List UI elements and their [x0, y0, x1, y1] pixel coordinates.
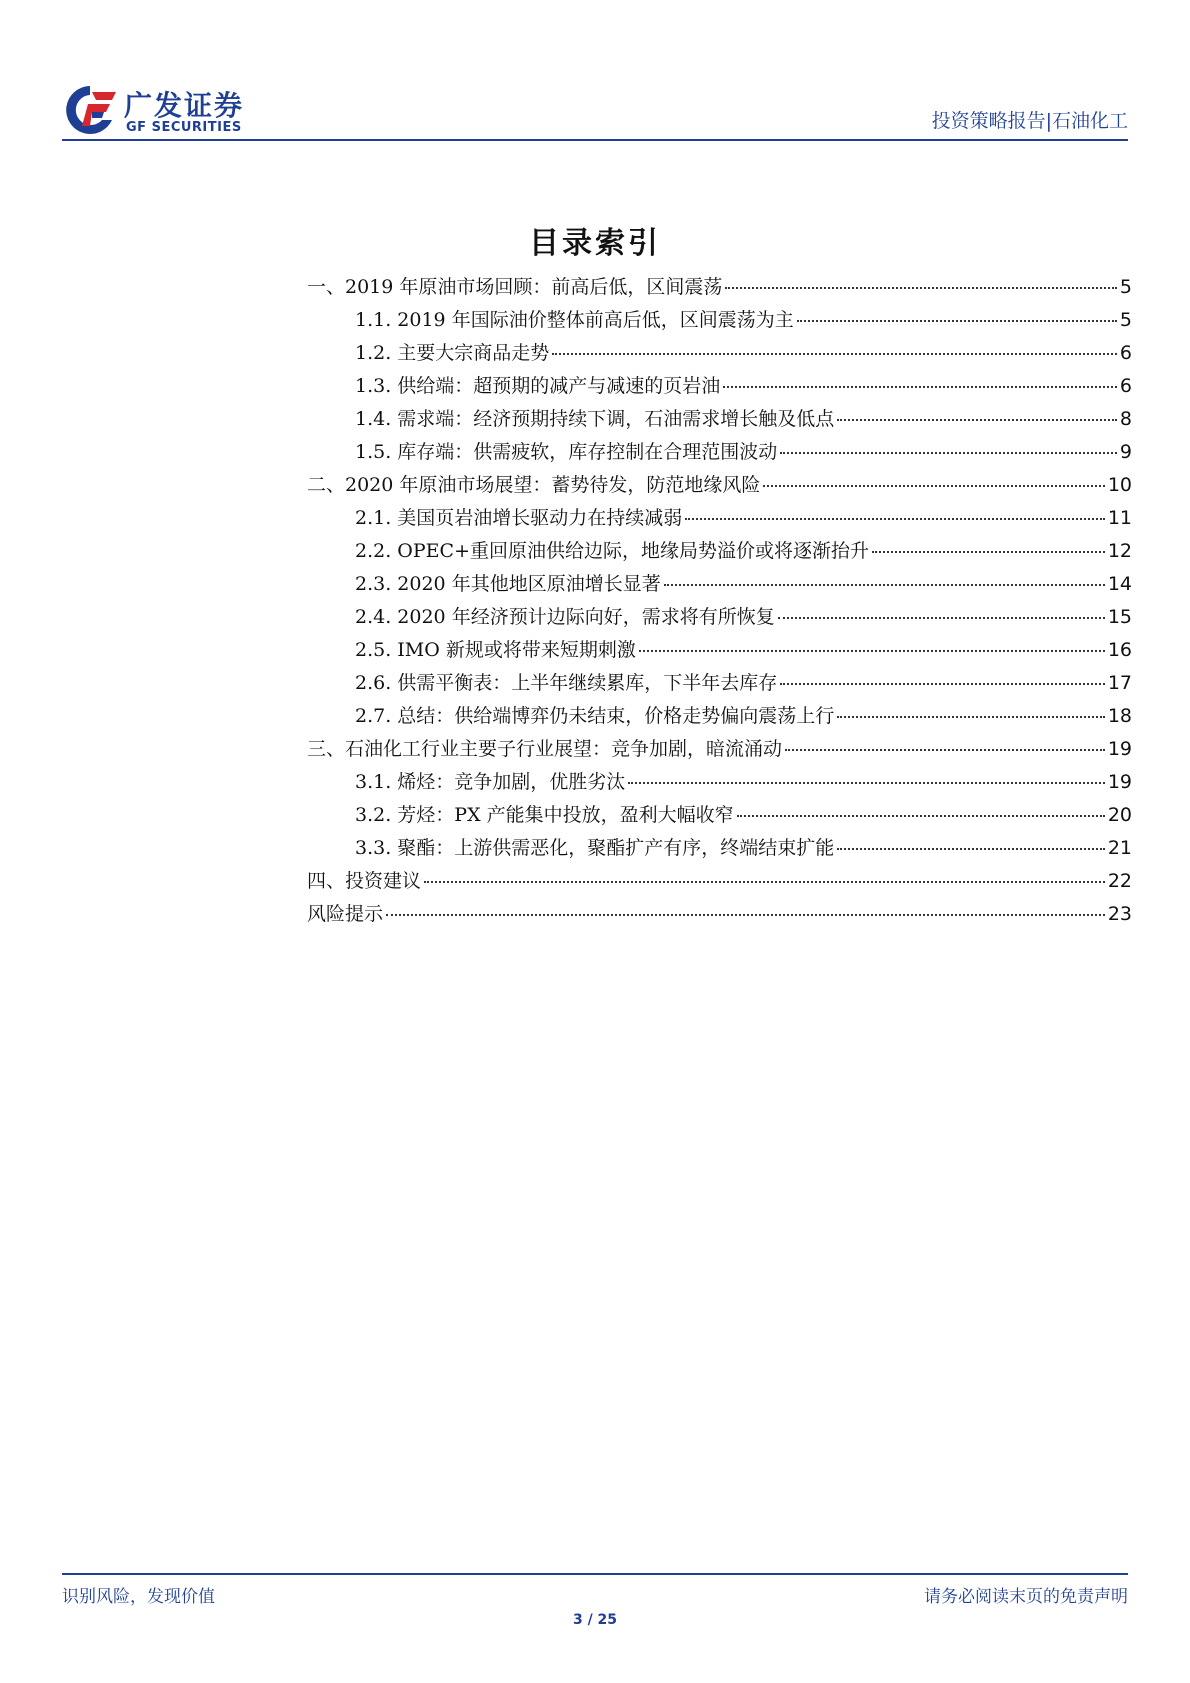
toc-entry-page: 23 [1107, 903, 1132, 925]
gf-securities-logo [62, 78, 262, 140]
toc-entry-page: 6 [1119, 342, 1132, 364]
toc-entry-text: 2.3. 2020 年其他地区原油增长显著 [355, 573, 661, 595]
toc-entry-text: 四、投资建议 [307, 870, 422, 892]
toc-entry-text: 3.2. 芳烃：PX 产能集中投放，盈利大幅收窄 [355, 804, 734, 826]
toc-entry-text: 2.6. 供需平衡表：上半年继续累库，下半年去库存 [355, 672, 778, 694]
toc-entry-page: 5 [1119, 309, 1132, 331]
toc-entry-text: 3.1. 烯烃：竞争加剧，优胜劣汰 [355, 771, 626, 793]
toc-dot-leader [837, 716, 1105, 718]
footer-slogan: 识别风险，发现价值 [62, 1587, 215, 1607]
toc-entry-text: 风险提示 [307, 903, 384, 925]
toc-entry-text: 2.5. IMO 新规或将带来短期刺激 [355, 639, 636, 661]
toc-entry[interactable] [307, 602, 1132, 635]
toc-dot-leader [797, 320, 1117, 322]
toc-entry-page: 11 [1107, 507, 1132, 529]
toc-dot-leader [837, 848, 1105, 850]
toc-entry-page: 16 [1107, 639, 1132, 661]
toc-entry-page: 18 [1107, 705, 1132, 727]
footer-divider [62, 1573, 1128, 1575]
toc-entry-text: 2.4. 2020 年经济预计边际向好，需求将有所恢复 [355, 606, 775, 628]
toc-dot-leader [780, 452, 1117, 454]
toc-entry-page: 6 [1119, 375, 1132, 397]
toc-entry[interactable] [307, 866, 1132, 899]
toc-entry[interactable] [307, 668, 1132, 701]
toc-title: 目录索引 [529, 226, 661, 261]
toc-entry-page: 14 [1107, 573, 1132, 595]
toc-dot-leader [837, 419, 1117, 421]
toc-entry-page: 15 [1107, 606, 1132, 628]
toc-entry-text: 2.1. 美国页岩油增长驱动力在持续减弱 [355, 507, 683, 529]
header-divider [62, 139, 1128, 141]
toc-dot-leader [725, 287, 1117, 289]
toc-entry-page: 17 [1107, 672, 1132, 694]
toc-entry-page: 22 [1107, 870, 1132, 892]
toc-entry[interactable] [307, 899, 1132, 932]
toc-dot-leader [723, 386, 1117, 388]
toc-entry-text: 2.7. 总结：供给端博弈仍未结束，价格走势偏向震荡上行 [355, 705, 835, 727]
toc-entry[interactable] [307, 635, 1132, 668]
table-of-contents [307, 272, 1132, 932]
toc-entry[interactable] [307, 404, 1132, 437]
toc-entry-page: 10 [1107, 474, 1132, 496]
page-header [62, 78, 1128, 140]
toc-entry-page: 21 [1107, 837, 1132, 859]
toc-entry-text: 1.1. 2019 年国际油价整体前高后低，区间震荡为主 [355, 309, 794, 331]
toc-dot-leader [424, 881, 1105, 883]
toc-entry-text: 1.4. 需求端：经济预期持续下调，石油需求增长触及低点 [355, 408, 835, 430]
toc-entry-page: 8 [1119, 408, 1132, 430]
toc-entry[interactable] [307, 305, 1132, 338]
toc-dot-leader [628, 782, 1105, 784]
toc-dot-leader [872, 551, 1105, 553]
page-number: 3 / 25 [572, 1612, 618, 1628]
toc-entry-page: 20 [1107, 804, 1132, 826]
toc-dot-leader [639, 650, 1105, 652]
toc-entry-page: 19 [1107, 771, 1132, 793]
toc-entry-text: 1.5. 库存端：供需疲软，库存控制在合理范围波动 [355, 441, 778, 463]
toc-dot-leader [552, 353, 1117, 355]
toc-dot-leader [763, 485, 1104, 487]
toc-entry[interactable] [307, 503, 1132, 536]
toc-entry-text: 1.3. 供给端：超预期的减产与减速的页岩油 [355, 375, 721, 397]
toc-dot-leader [737, 815, 1105, 817]
toc-dot-leader [780, 683, 1105, 685]
toc-entry[interactable] [307, 437, 1132, 470]
toc-entry[interactable] [307, 734, 1132, 767]
toc-entry[interactable] [307, 272, 1132, 305]
report-type-label: 投资策略报告|石油化工 [931, 110, 1128, 132]
gf-logo-icon [62, 82, 120, 136]
toc-entry-page: 12 [1107, 540, 1132, 562]
toc-dot-leader [778, 617, 1105, 619]
toc-dot-leader [386, 914, 1105, 916]
toc-entry-page: 9 [1119, 441, 1132, 463]
toc-entry-text: 一、2019 年原油市场回顾：前高后低，区间震荡 [307, 276, 723, 298]
toc-entry[interactable] [307, 833, 1132, 866]
toc-entry-text: 1.2. 主要大宗商品走势 [355, 342, 550, 364]
toc-entry[interactable] [307, 767, 1132, 800]
toc-entry-text: 三、石油化工行业主要子行业展望：竞争加剧，暗流涌动 [307, 738, 783, 760]
toc-entry[interactable] [307, 470, 1132, 503]
toc-entry-text: 2.2. OPEC+重回原油供给边际，地缘局势溢价或将逐渐抬升 [355, 540, 869, 562]
toc-dot-leader [685, 518, 1105, 520]
logo-chinese-name: 广发证券 [124, 89, 245, 122]
toc-dot-leader [785, 749, 1105, 751]
toc-entry-page: 19 [1107, 738, 1132, 760]
toc-entry[interactable] [307, 371, 1132, 404]
toc-entry[interactable] [307, 800, 1132, 833]
toc-dot-leader [664, 584, 1105, 586]
toc-entry[interactable] [307, 338, 1132, 371]
toc-entry[interactable] [307, 569, 1132, 602]
toc-entry-text: 3.3. 聚酯：上游供需恶化，聚酯扩产有序，终端结束扩能 [355, 837, 835, 859]
toc-entry[interactable] [307, 701, 1132, 734]
toc-entry-text: 二、2020 年原油市场展望：蓄势待发，防范地缘风险 [307, 474, 761, 496]
logo-english-name: GF SECURITIES [126, 120, 242, 135]
toc-entry-page: 5 [1119, 276, 1132, 298]
footer-disclaimer-note: 请务必阅读末页的免责声明 [924, 1587, 1128, 1607]
toc-entry[interactable] [307, 536, 1132, 569]
